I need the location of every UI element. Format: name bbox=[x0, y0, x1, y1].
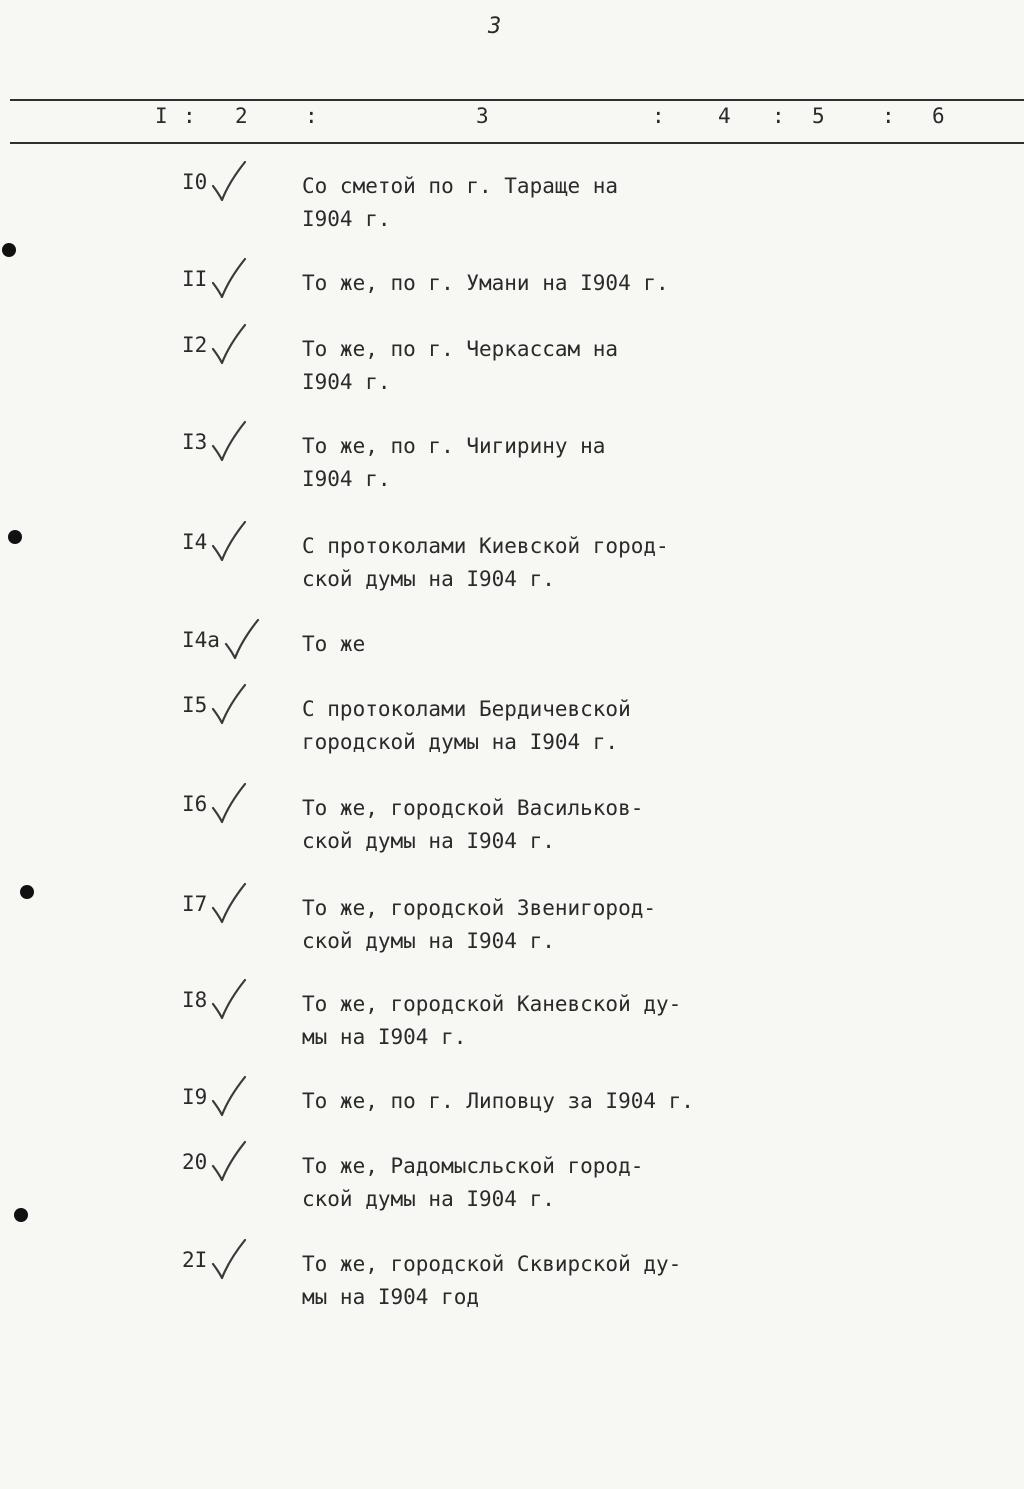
entry-number-text: 2I bbox=[182, 1248, 208, 1272]
hole-punch-icon bbox=[8, 530, 22, 544]
entry-number bbox=[182, 1248, 237, 1278]
entry-description-line: ской думы на I904 г. bbox=[302, 567, 555, 591]
entry-description-line: мы на I904 год bbox=[302, 1285, 480, 1309]
entry-number-text: 20 bbox=[182, 1150, 208, 1174]
entry-number-text: II bbox=[182, 267, 208, 291]
checkmark-icon bbox=[209, 1248, 237, 1278]
checkmark-icon bbox=[209, 333, 237, 363]
checkmark-icon bbox=[209, 530, 237, 560]
header-separator: : bbox=[305, 104, 318, 128]
entry-description-line: I904 г. bbox=[302, 467, 391, 491]
entry-description-line: ской думы на I904 г. bbox=[302, 1187, 555, 1211]
entry-description bbox=[302, 628, 365, 661]
entry-description bbox=[302, 892, 656, 958]
checkmark-icon bbox=[209, 892, 237, 922]
header-separator: : bbox=[882, 104, 895, 128]
entry-description-line: То же, по г. Черкассам на bbox=[302, 337, 619, 361]
header-col-1: I bbox=[155, 104, 168, 128]
header-col-5: 5 bbox=[812, 104, 825, 128]
entry-number bbox=[182, 530, 237, 560]
header-col-2: 2 bbox=[235, 104, 248, 128]
entry-number-text: I4а bbox=[182, 628, 220, 652]
entry-number-text: I8 bbox=[182, 988, 208, 1012]
entry-number bbox=[182, 693, 237, 723]
checkmark-icon bbox=[209, 170, 237, 200]
entry-description bbox=[302, 430, 605, 496]
entry-number-text: I7 bbox=[182, 892, 208, 916]
entry-number bbox=[182, 267, 237, 297]
entry-description-line: ской думы на I904 г. bbox=[302, 829, 555, 853]
entry-number bbox=[182, 792, 237, 822]
table-rule-top bbox=[10, 99, 1024, 101]
entry-description-line: То же, городской Каневской ду- bbox=[302, 992, 682, 1016]
entry-number bbox=[182, 430, 237, 460]
checkmark-icon bbox=[209, 1150, 237, 1180]
entry-number-text: I0 bbox=[182, 170, 208, 194]
entry-number-text: I9 bbox=[182, 1085, 208, 1109]
entry-description-line: С протоколами Бердичевской bbox=[302, 697, 631, 721]
checkmark-icon bbox=[209, 988, 237, 1018]
entry-description-line: I904 г. bbox=[302, 207, 391, 231]
entry-number bbox=[182, 1085, 237, 1115]
header-col-6: 6 bbox=[932, 104, 945, 128]
entry-description-line: I904 г. bbox=[302, 370, 391, 394]
entry-number bbox=[182, 988, 237, 1018]
entry-number bbox=[182, 333, 237, 363]
entry-number-text: I6 bbox=[182, 792, 208, 816]
header-col-3: 3 bbox=[476, 104, 489, 128]
page-number: 3 bbox=[488, 14, 502, 39]
entry-description-line: мы на I904 г. bbox=[302, 1025, 467, 1049]
entry-description bbox=[302, 1248, 681, 1314]
hole-punch-icon bbox=[2, 243, 16, 257]
hole-punch-icon bbox=[14, 1208, 28, 1222]
entry-number-text: I3 bbox=[182, 430, 208, 454]
entry-description-line: То же bbox=[302, 632, 366, 656]
entry-description bbox=[302, 530, 669, 596]
entry-description-line: ской думы на I904 г. bbox=[302, 929, 555, 953]
entry-description-line: Со сметой по г. Тараще на bbox=[302, 174, 619, 198]
entry-number bbox=[182, 1150, 237, 1180]
entry-description-line: То же, городской Сквирской ду- bbox=[302, 1252, 682, 1276]
entry-description bbox=[302, 792, 643, 858]
checkmark-icon bbox=[209, 693, 237, 723]
table-rule-bottom bbox=[10, 142, 1024, 144]
entry-number-text: I4 bbox=[182, 530, 208, 554]
entry-description-line: С протоколами Киевской город- bbox=[302, 534, 669, 558]
hole-punch-icon bbox=[20, 885, 34, 899]
checkmark-icon bbox=[209, 267, 237, 297]
entry-description bbox=[302, 267, 669, 300]
entry-description bbox=[302, 333, 618, 399]
header-col-4: 4 bbox=[718, 104, 731, 128]
entry-number-text: I5 bbox=[182, 693, 208, 717]
checkmark-icon bbox=[209, 430, 237, 460]
checkmark-icon bbox=[209, 792, 237, 822]
entry-description-line: То же, по г. Липовцу за I904 г. bbox=[302, 1089, 694, 1113]
table-header bbox=[0, 104, 1024, 134]
header-separator: : bbox=[652, 104, 665, 128]
entry-number bbox=[182, 628, 250, 658]
checkmark-icon bbox=[222, 628, 250, 658]
entry-description-line: То же, по г. Чигирину на bbox=[302, 434, 606, 458]
entry-description-line: городской думы на I904 г. bbox=[302, 730, 619, 754]
header-separator: : bbox=[183, 104, 196, 128]
entry-number bbox=[182, 170, 237, 200]
entry-description-line: То же, по г. Умани на I904 г. bbox=[302, 271, 669, 295]
checkmark-icon bbox=[209, 1085, 237, 1115]
entry-description-line: То же, городской Васильков- bbox=[302, 796, 644, 820]
entry-number-text: I2 bbox=[182, 333, 208, 357]
entry-description bbox=[302, 693, 631, 759]
header-separator: : bbox=[772, 104, 785, 128]
entry-description bbox=[302, 988, 681, 1054]
entry-description-line: То же, Радомысльской город- bbox=[302, 1154, 644, 1178]
entry-description bbox=[302, 170, 618, 236]
entry-description-line: То же, городской Звенигород- bbox=[302, 896, 657, 920]
entry-number bbox=[182, 892, 237, 922]
entry-description bbox=[302, 1150, 643, 1216]
entry-description bbox=[302, 1085, 694, 1118]
